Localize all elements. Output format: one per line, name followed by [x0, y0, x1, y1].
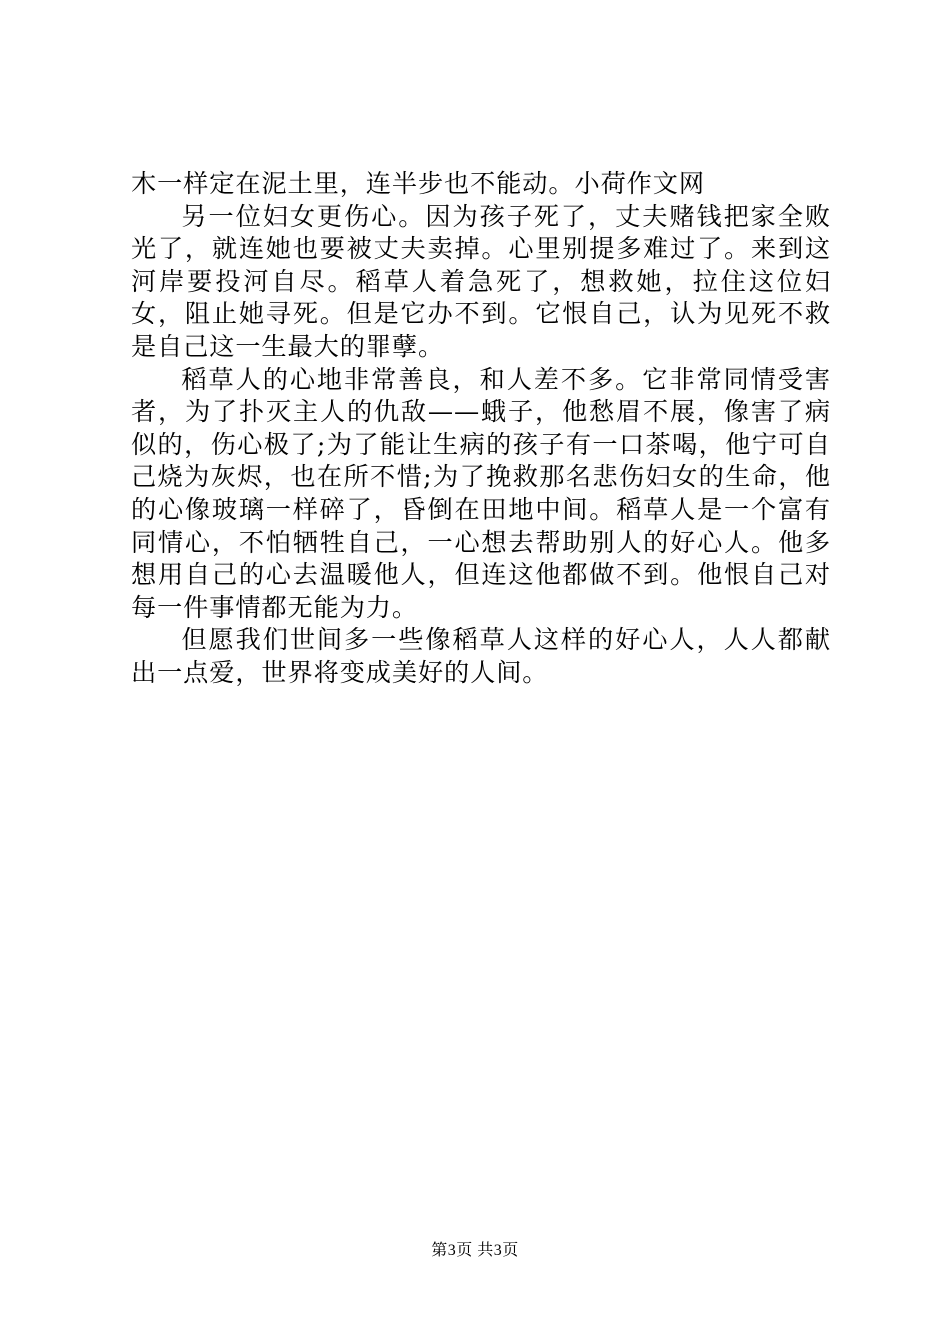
page-footer: 第3页 共3页: [431, 1242, 519, 1259]
paragraph-4: 但愿我们世间多一些像稻草人这样的好心人，人人都献出一点爱，世界将变成美好的人间。: [131, 625, 831, 687]
paragraph-3: 稻草人的心地非常善良，和人差不多。它非常同情受害者，为了扑灭主人的仇敌——蛾子，他愁眉不展，像害了病似的，伤心极了;为了能让生病的孩子有一口茶喝，他宁可自己烧为灰烬，也在所不惜;为了挽救那名悲伤妇女的生命，他的心像玻璃一样碎了，昏倒在田地中间。稻草人是一个富有同情心，不怕牺牲自己，一心想去帮助别人的好心人。他多想用自己的心去温暖他人，但连这他都做不到。他恨自己对每一件事情都无能为力。: [131, 364, 831, 622]
paragraph-1: 木一样定在泥土里，连半步也不能动。小荷作文网: [131, 169, 705, 198]
body-text: [131, 168, 831, 690]
paragraph-2: 另一位妇女更伤心。因为孩子死了，丈夫赌钱把家全败光了，就连她也要被丈夫卖掉。心里别提多难过了。来到这河岸要投河自尽。稻草人着急死了，想救她，拉住这位妇女，阻止她寻死。但是它办不到。它恨自己，认为见死不救是自己这一生最大的罪孽。: [131, 201, 831, 361]
